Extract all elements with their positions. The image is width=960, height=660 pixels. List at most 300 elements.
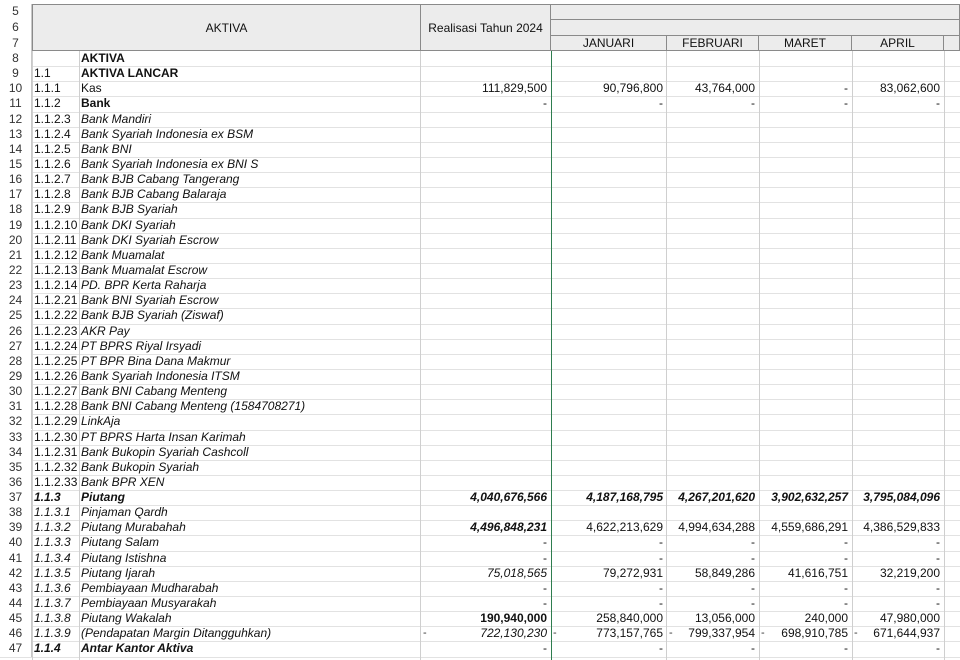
realisasi-value-cell[interactable]: - bbox=[543, 96, 547, 111]
row-number[interactable]: 5 bbox=[0, 4, 32, 19]
month-value-cell[interactable] bbox=[852, 324, 944, 339]
month-value-cell[interactable] bbox=[667, 248, 759, 263]
realisasi-value-cell[interactable] bbox=[421, 187, 551, 202]
row-number[interactable]: 6 bbox=[0, 19, 32, 35]
month-value-cell[interactable] bbox=[759, 233, 852, 248]
month-value-cell[interactable] bbox=[759, 324, 852, 339]
row-number[interactable]: 15 bbox=[0, 157, 32, 172]
month-value-cell[interactable] bbox=[852, 430, 944, 445]
month-value-cell[interactable] bbox=[551, 263, 667, 278]
row-number[interactable]: 10 bbox=[0, 81, 32, 96]
row-number[interactable]: 30 bbox=[0, 384, 32, 399]
month-value-cell[interactable]: 43,764,000 bbox=[694, 81, 755, 96]
account-name-cell[interactable]: Piutang Ijarah bbox=[81, 565, 156, 580]
month-value-cell[interactable]: - bbox=[751, 535, 755, 550]
month-value-cell[interactable] bbox=[852, 369, 944, 384]
month-value-cell[interactable] bbox=[759, 354, 852, 369]
month-header-januari[interactable]: JANUARI bbox=[550, 35, 667, 51]
account-code-cell[interactable]: 1.1.2.5 bbox=[34, 141, 71, 156]
month-value-cell[interactable] bbox=[852, 293, 944, 308]
month-header-next[interactable] bbox=[943, 35, 960, 51]
month-header-april[interactable]: APRIL bbox=[851, 35, 944, 51]
realisasi-value-cell[interactable] bbox=[421, 157, 551, 172]
month-value-cell[interactable]: - bbox=[936, 535, 940, 550]
account-name-cell[interactable]: Antar Kantor Aktiva bbox=[81, 641, 194, 656]
account-name-cell[interactable]: Bank BNI bbox=[81, 141, 132, 156]
month-value-cell[interactable] bbox=[852, 202, 944, 217]
month-value-cell[interactable] bbox=[551, 51, 667, 66]
account-name-cell[interactable]: Bank BJB Cabang Balaraja bbox=[81, 187, 227, 202]
account-name-cell[interactable]: Pembiayaan Mudharabah bbox=[81, 580, 219, 595]
account-code-cell[interactable]: 1.1.2.10 bbox=[34, 217, 78, 232]
row-number[interactable]: 9 bbox=[0, 66, 32, 81]
row-number[interactable]: 37 bbox=[0, 490, 32, 505]
month-value-cell[interactable] bbox=[667, 505, 759, 520]
month-value-cell[interactable] bbox=[667, 430, 759, 445]
month-value-cell[interactable] bbox=[551, 142, 667, 157]
month-value-cell[interactable] bbox=[667, 354, 759, 369]
month-value-cell[interactable]: 41,616,751 bbox=[787, 565, 848, 580]
realisasi-value-cell[interactable]: 190,940,000 bbox=[480, 611, 547, 626]
row-number[interactable]: 19 bbox=[0, 218, 32, 233]
realisasi-value-cell[interactable] bbox=[421, 475, 551, 490]
account-code-cell[interactable]: 1.1.2.29 bbox=[34, 414, 78, 429]
account-code-cell[interactable]: 1.1.2.11 bbox=[34, 232, 77, 247]
account-name-cell[interactable]: Bank BNI Cabang Menteng (1584708271) bbox=[81, 399, 306, 414]
month-value-cell[interactable]: - bbox=[936, 96, 940, 111]
account-code-cell[interactable]: 1.1.3.8 bbox=[34, 611, 71, 626]
month-value-cell[interactable]: - bbox=[751, 96, 755, 111]
month-value-cell[interactable] bbox=[667, 112, 759, 127]
month-value-cell[interactable]: 4,622,213,629 bbox=[586, 520, 663, 535]
account-code-cell[interactable]: 1.1 bbox=[34, 66, 51, 81]
month-value-cell[interactable] bbox=[759, 142, 852, 157]
month-value-cell[interactable]: 799,337,954 bbox=[688, 626, 755, 641]
month-value-cell[interactable] bbox=[759, 414, 852, 429]
month-value-cell[interactable] bbox=[667, 66, 759, 81]
month-value-cell[interactable] bbox=[759, 202, 852, 217]
month-value-cell[interactable]: 79,272,931 bbox=[602, 565, 663, 580]
month-value-cell[interactable]: 3,902,632,257 bbox=[771, 490, 848, 505]
row-number[interactable]: 17 bbox=[0, 187, 32, 202]
month-value-cell[interactable] bbox=[667, 263, 759, 278]
realisasi-value-cell[interactable]: 4,040,676,566 bbox=[470, 490, 547, 505]
account-code-cell[interactable]: 1.1.2.9 bbox=[34, 202, 71, 217]
month-value-cell[interactable]: - bbox=[659, 96, 663, 111]
month-value-cell[interactable] bbox=[852, 172, 944, 187]
month-value-cell[interactable] bbox=[852, 308, 944, 323]
account-name-cell[interactable]: Kas bbox=[81, 81, 102, 96]
month-value-cell[interactable] bbox=[667, 293, 759, 308]
realisasi-value-cell[interactable] bbox=[421, 369, 551, 384]
account-name-cell[interactable]: Bank Syariah Indonesia ex BNI S bbox=[81, 156, 259, 171]
month-value-cell[interactable] bbox=[759, 157, 852, 172]
account-code-cell[interactable]: 1.1.2.22 bbox=[34, 308, 78, 323]
realisasi-value-cell[interactable]: - bbox=[543, 641, 547, 656]
row-number[interactable]: 42 bbox=[0, 566, 32, 581]
period-header-mid[interactable] bbox=[550, 19, 960, 36]
realisasi-value-cell[interactable]: 722,130,230 bbox=[480, 626, 547, 641]
month-value-cell[interactable] bbox=[667, 308, 759, 323]
realisasi-value-cell[interactable] bbox=[421, 324, 551, 339]
month-value-cell[interactable] bbox=[852, 127, 944, 142]
realisasi-value-cell[interactable] bbox=[421, 127, 551, 142]
month-value-cell[interactable]: 4,994,634,288 bbox=[678, 520, 755, 535]
account-code-cell[interactable]: 1.1.3.4 bbox=[34, 550, 71, 565]
month-value-cell[interactable]: - bbox=[659, 535, 663, 550]
realisasi-value-cell[interactable]: 111,829,500 bbox=[482, 81, 547, 96]
month-value-cell[interactable]: 240,000 bbox=[804, 611, 848, 626]
month-value-cell[interactable] bbox=[551, 308, 667, 323]
account-name-cell[interactable]: Bank Muamalat Escrow bbox=[81, 262, 208, 277]
month-value-cell[interactable] bbox=[667, 142, 759, 157]
row-number[interactable]: 23 bbox=[0, 278, 32, 293]
row-number[interactable]: 36 bbox=[0, 475, 32, 490]
row-number[interactable]: 39 bbox=[0, 520, 32, 535]
account-code-cell[interactable]: 1.1.2.13 bbox=[34, 262, 78, 277]
month-value-cell[interactable] bbox=[551, 172, 667, 187]
month-value-cell[interactable] bbox=[551, 505, 667, 520]
account-code-cell[interactable]: 1.1.2 bbox=[34, 96, 61, 111]
realisasi-value-cell[interactable] bbox=[421, 172, 551, 187]
realisasi-value-cell[interactable] bbox=[421, 278, 551, 293]
month-value-cell[interactable]: 4,386,529,833 bbox=[863, 520, 940, 535]
account-code-cell[interactable]: 1.1.2.25 bbox=[34, 353, 78, 368]
month-header-maret[interactable]: MARET bbox=[758, 35, 852, 51]
month-value-cell[interactable] bbox=[852, 505, 944, 520]
month-value-cell[interactable]: - bbox=[844, 535, 848, 550]
account-name-cell[interactable]: Bank Mandiri bbox=[81, 111, 152, 126]
account-name-cell[interactable]: Bank BNI Syariah Escrow bbox=[81, 293, 219, 308]
month-value-cell[interactable]: - bbox=[751, 641, 755, 656]
month-value-cell[interactable] bbox=[551, 293, 667, 308]
month-value-cell[interactable]: - bbox=[844, 580, 848, 595]
month-value-cell[interactable] bbox=[852, 263, 944, 278]
month-value-cell[interactable] bbox=[551, 248, 667, 263]
realisasi-value-cell[interactable]: - bbox=[543, 580, 547, 595]
realisasi-value-cell[interactable] bbox=[421, 414, 551, 429]
month-value-cell[interactable] bbox=[759, 278, 852, 293]
month-value-cell[interactable]: - bbox=[844, 550, 848, 565]
account-code-cell[interactable]: 1.1.3 bbox=[34, 490, 61, 505]
month-value-cell[interactable] bbox=[667, 172, 759, 187]
month-value-cell[interactable] bbox=[759, 384, 852, 399]
month-value-cell[interactable]: 32,219,200 bbox=[879, 565, 940, 580]
realisasi-value-cell[interactable]: - bbox=[543, 550, 547, 565]
month-value-cell[interactable]: 4,187,168,795 bbox=[586, 490, 663, 505]
row-number[interactable]: 13 bbox=[0, 127, 32, 142]
month-value-cell[interactable] bbox=[852, 112, 944, 127]
realisasi-value-cell[interactable]: 4,496,848,231 bbox=[470, 520, 547, 535]
month-value-cell[interactable] bbox=[852, 475, 944, 490]
month-value-cell[interactable] bbox=[551, 324, 667, 339]
month-value-cell[interactable] bbox=[551, 127, 667, 142]
month-value-cell[interactable] bbox=[551, 187, 667, 202]
account-code-cell[interactable]: 1.1.2.6 bbox=[34, 156, 71, 171]
realisasi-value-cell[interactable] bbox=[421, 308, 551, 323]
month-value-cell[interactable] bbox=[852, 384, 944, 399]
realisasi-value-cell[interactable] bbox=[421, 248, 551, 263]
month-value-cell[interactable] bbox=[852, 218, 944, 233]
account-code-cell[interactable]: 1.1.3.2 bbox=[34, 520, 71, 535]
month-value-cell[interactable]: - bbox=[751, 550, 755, 565]
month-value-cell[interactable] bbox=[551, 339, 667, 354]
row-number[interactable]: 33 bbox=[0, 430, 32, 445]
row-number[interactable]: 22 bbox=[0, 263, 32, 278]
account-name-cell[interactable]: Piutang Istishna bbox=[81, 550, 167, 565]
account-code-cell[interactable]: 1.1.2.26 bbox=[34, 368, 78, 383]
account-name-cell[interactable]: Bank BPR XEN bbox=[81, 474, 165, 489]
month-value-cell[interactable] bbox=[667, 187, 759, 202]
account-code-cell[interactable]: 1.1.2.4 bbox=[34, 126, 71, 141]
month-value-cell[interactable] bbox=[759, 399, 852, 414]
account-name-cell[interactable]: PT BPRS Riyal Irsyadi bbox=[81, 338, 202, 353]
month-value-cell[interactable]: - bbox=[844, 81, 848, 96]
account-code-cell[interactable]: 1.1.3.1 bbox=[34, 505, 71, 520]
month-value-cell[interactable] bbox=[852, 339, 944, 354]
realisasi-value-cell[interactable] bbox=[421, 399, 551, 414]
month-value-cell[interactable]: - bbox=[936, 580, 940, 595]
account-name-cell[interactable]: Bank DKI Syariah bbox=[81, 217, 176, 232]
month-value-cell[interactable] bbox=[667, 127, 759, 142]
month-value-cell[interactable] bbox=[551, 445, 667, 460]
realisasi-value-cell[interactable] bbox=[421, 339, 551, 354]
account-code-cell[interactable]: 1.1.2.14 bbox=[34, 278, 78, 293]
month-value-cell[interactable] bbox=[759, 369, 852, 384]
row-number[interactable]: 12 bbox=[0, 112, 32, 127]
account-name-cell[interactable]: PD. BPR Kerta Raharja bbox=[81, 278, 207, 293]
realisasi-value-cell[interactable]: - bbox=[543, 596, 547, 611]
month-value-cell[interactable] bbox=[551, 460, 667, 475]
month-value-cell[interactable] bbox=[759, 127, 852, 142]
realisasi-value-cell[interactable] bbox=[421, 233, 551, 248]
account-name-cell[interactable]: Bank Bukopin Syariah bbox=[81, 459, 200, 474]
month-value-cell[interactable]: 47,980,000 bbox=[879, 611, 940, 626]
account-code-cell[interactable] bbox=[33, 51, 79, 66]
month-value-cell[interactable]: - bbox=[659, 550, 663, 565]
month-value-cell[interactable] bbox=[759, 460, 852, 475]
account-code-cell[interactable]: 1.1.2.24 bbox=[34, 338, 78, 353]
account-code-cell[interactable]: 1.1.2.21 bbox=[34, 293, 78, 308]
period-header-top[interactable] bbox=[550, 4, 960, 20]
month-value-cell[interactable] bbox=[551, 202, 667, 217]
month-value-cell[interactable] bbox=[759, 308, 852, 323]
account-name-cell[interactable]: Piutang Murabahah bbox=[81, 520, 186, 535]
month-value-cell[interactable] bbox=[852, 445, 944, 460]
account-code-cell[interactable]: 1.1.3.3 bbox=[34, 535, 71, 550]
row-number[interactable]: 32 bbox=[0, 414, 32, 429]
realisasi-value-cell[interactable] bbox=[421, 505, 551, 520]
account-code-cell[interactable]: 1.1.2.33 bbox=[34, 474, 78, 489]
month-value-cell[interactable] bbox=[667, 51, 759, 66]
row-number[interactable]: 24 bbox=[0, 293, 32, 308]
month-value-cell[interactable]: 258,840,000 bbox=[596, 611, 663, 626]
realisasi-value-cell[interactable]: - bbox=[543, 535, 547, 550]
month-value-cell[interactable] bbox=[667, 233, 759, 248]
month-value-cell[interactable] bbox=[852, 354, 944, 369]
account-name-cell[interactable]: AKR Pay bbox=[81, 323, 130, 338]
month-value-cell[interactable]: - bbox=[751, 596, 755, 611]
row-number[interactable]: 43 bbox=[0, 581, 32, 596]
month-value-cell[interactable] bbox=[759, 505, 852, 520]
month-value-cell[interactable] bbox=[551, 233, 667, 248]
realisasi-value-cell[interactable] bbox=[421, 112, 551, 127]
month-value-cell[interactable] bbox=[852, 142, 944, 157]
account-code-cell[interactable]: 1.1.2.7 bbox=[34, 172, 71, 187]
account-code-cell[interactable]: 1.1.2.30 bbox=[34, 429, 78, 444]
account-code-cell[interactable]: 1.1.2.8 bbox=[34, 187, 71, 202]
month-value-cell[interactable]: - bbox=[751, 580, 755, 595]
realisasi-value-cell[interactable] bbox=[421, 293, 551, 308]
month-value-cell[interactable] bbox=[759, 112, 852, 127]
row-number[interactable]: 35 bbox=[0, 460, 32, 475]
month-value-cell[interactable] bbox=[551, 112, 667, 127]
month-value-cell[interactable]: 698,910,785 bbox=[781, 626, 848, 641]
row-number[interactable]: 44 bbox=[0, 596, 32, 611]
account-code-cell[interactable]: 1.1.3.6 bbox=[34, 580, 71, 595]
realisasi-value-cell[interactable] bbox=[421, 460, 551, 475]
month-value-cell[interactable] bbox=[759, 293, 852, 308]
realisasi-value-cell[interactable] bbox=[421, 218, 551, 233]
month-value-cell[interactable] bbox=[852, 278, 944, 293]
month-value-cell[interactable]: 4,267,201,620 bbox=[678, 490, 755, 505]
month-value-cell[interactable] bbox=[551, 414, 667, 429]
month-value-cell[interactable] bbox=[759, 218, 852, 233]
row-number[interactable]: 45 bbox=[0, 611, 32, 626]
row-number[interactable]: 40 bbox=[0, 535, 32, 550]
row-number[interactable]: 18 bbox=[0, 202, 32, 217]
month-value-cell[interactable] bbox=[667, 202, 759, 217]
month-value-cell[interactable] bbox=[667, 339, 759, 354]
month-value-cell[interactable] bbox=[667, 218, 759, 233]
realisasi-value-cell[interactable] bbox=[421, 445, 551, 460]
account-name-cell[interactable]: AKTIVA bbox=[81, 51, 125, 65]
row-number[interactable]: 34 bbox=[0, 445, 32, 460]
month-value-cell[interactable]: - bbox=[936, 550, 940, 565]
account-name-cell[interactable]: Bank BNI Cabang Menteng bbox=[81, 384, 228, 399]
realisasi-value-cell[interactable] bbox=[421, 384, 551, 399]
month-value-cell[interactable]: 4,559,686,291 bbox=[771, 520, 848, 535]
account-name-cell[interactable]: Bank bbox=[81, 96, 111, 111]
month-value-cell[interactable] bbox=[667, 399, 759, 414]
account-code-cell[interactable]: 1.1.2.31 bbox=[34, 444, 78, 459]
month-value-cell[interactable]: - bbox=[844, 596, 848, 611]
month-value-cell[interactable] bbox=[551, 157, 667, 172]
row-number[interactable]: 25 bbox=[0, 308, 32, 323]
row-number[interactable]: 14 bbox=[0, 142, 32, 157]
account-name-cell[interactable]: Bank Bukopin Syariah Cashcoll bbox=[81, 444, 249, 459]
account-name-cell[interactable]: PT BPRS Harta Insan Karimah bbox=[81, 429, 246, 444]
realisasi-value-cell[interactable] bbox=[421, 430, 551, 445]
month-value-cell[interactable] bbox=[551, 218, 667, 233]
realisasi-value-cell[interactable] bbox=[421, 51, 551, 66]
month-value-cell[interactable] bbox=[667, 384, 759, 399]
month-value-cell[interactable] bbox=[852, 51, 944, 66]
month-value-cell[interactable] bbox=[551, 475, 667, 490]
aktiva-header-cell[interactable]: AKTIVA bbox=[32, 4, 421, 51]
month-value-cell[interactable]: 58,849,286 bbox=[694, 565, 755, 580]
row-number[interactable]: 41 bbox=[0, 551, 32, 566]
month-value-cell[interactable] bbox=[667, 278, 759, 293]
month-value-cell[interactable] bbox=[852, 233, 944, 248]
account-name-cell[interactable]: AKTIVA LANCAR bbox=[81, 66, 179, 81]
month-value-cell[interactable] bbox=[551, 354, 667, 369]
month-value-cell[interactable] bbox=[759, 51, 852, 66]
month-value-cell[interactable]: - bbox=[844, 641, 848, 656]
account-name-cell[interactable]: Piutang bbox=[81, 490, 125, 505]
month-value-cell[interactable] bbox=[759, 248, 852, 263]
month-value-cell[interactable]: 13,056,000 bbox=[694, 611, 755, 626]
month-value-cell[interactable] bbox=[852, 399, 944, 414]
row-number[interactable]: 21 bbox=[0, 248, 32, 263]
month-value-cell[interactable] bbox=[852, 460, 944, 475]
month-value-cell[interactable] bbox=[852, 66, 944, 81]
realisasi-header-cell[interactable]: Realisasi Tahun 2024 bbox=[420, 4, 551, 51]
row-number[interactable]: 7 bbox=[0, 35, 32, 51]
month-value-cell[interactable] bbox=[667, 445, 759, 460]
month-value-cell[interactable] bbox=[667, 157, 759, 172]
month-value-cell[interactable] bbox=[667, 324, 759, 339]
row-number[interactable]: 46 bbox=[0, 626, 32, 641]
month-value-cell[interactable]: 83,062,600 bbox=[879, 81, 940, 96]
account-code-cell[interactable]: 1.1.3.5 bbox=[34, 565, 71, 580]
month-value-cell[interactable] bbox=[852, 187, 944, 202]
account-code-cell[interactable]: 1.1.2.27 bbox=[34, 384, 78, 399]
account-code-cell[interactable]: 1.1.2.28 bbox=[34, 399, 78, 414]
row-number[interactable]: 31 bbox=[0, 399, 32, 414]
month-value-cell[interactable] bbox=[852, 414, 944, 429]
month-value-cell[interactable]: - bbox=[936, 641, 940, 656]
account-name-cell[interactable]: Piutang Salam bbox=[81, 535, 160, 550]
account-code-cell[interactable]: 1.1.1 bbox=[34, 81, 61, 96]
month-value-cell[interactable] bbox=[759, 475, 852, 490]
month-value-cell[interactable] bbox=[759, 445, 852, 460]
account-code-cell[interactable]: 1.1.2.23 bbox=[34, 323, 78, 338]
month-value-cell[interactable] bbox=[759, 187, 852, 202]
realisasi-value-cell[interactable] bbox=[421, 142, 551, 157]
month-value-cell[interactable]: - bbox=[844, 96, 848, 111]
month-value-cell[interactable] bbox=[551, 430, 667, 445]
account-name-cell[interactable]: Piutang Wakalah bbox=[81, 611, 172, 626]
month-value-cell[interactable] bbox=[667, 414, 759, 429]
account-name-cell[interactable]: LinkAja bbox=[81, 414, 121, 429]
account-name-cell[interactable]: Bank DKI Syariah Escrow bbox=[81, 232, 219, 247]
account-name-cell[interactable]: Pembiayaan Musyarakah bbox=[81, 596, 217, 611]
month-value-cell[interactable] bbox=[551, 384, 667, 399]
realisasi-value-cell[interactable]: 75,018,565 bbox=[486, 565, 547, 580]
account-name-cell[interactable]: Pinjaman Qardh bbox=[81, 505, 168, 520]
month-header-februari[interactable]: FEBRUARI bbox=[666, 35, 759, 51]
month-value-cell[interactable] bbox=[551, 399, 667, 414]
account-name-cell[interactable]: Bank BJB Cabang Tangerang bbox=[81, 172, 240, 187]
row-number[interactable]: 11 bbox=[0, 96, 32, 111]
account-code-cell[interactable]: 1.1.2.3 bbox=[34, 111, 71, 126]
account-name-cell[interactable]: Bank BJB Syariah (Ziswaf) bbox=[81, 308, 224, 323]
account-name-cell[interactable]: Bank Muamalat bbox=[81, 247, 165, 262]
row-number[interactable]: 27 bbox=[0, 339, 32, 354]
account-name-cell[interactable]: (Pendapatan Margin Ditangguhkan) bbox=[81, 626, 272, 641]
account-code-cell[interactable]: 1.1.4 bbox=[34, 641, 61, 656]
month-value-cell[interactable]: - bbox=[659, 580, 663, 595]
account-name-cell[interactable]: Bank Syariah Indonesia ITSM bbox=[81, 368, 240, 383]
month-value-cell[interactable] bbox=[759, 66, 852, 81]
account-name-cell[interactable]: Bank Syariah Indonesia ex BSM bbox=[81, 126, 254, 141]
row-number[interactable]: 16 bbox=[0, 172, 32, 187]
realisasi-value-cell[interactable] bbox=[421, 66, 551, 81]
month-value-cell[interactable] bbox=[759, 430, 852, 445]
account-name-cell[interactable]: Bank BJB Syariah bbox=[81, 202, 178, 217]
month-value-cell[interactable] bbox=[551, 66, 667, 81]
